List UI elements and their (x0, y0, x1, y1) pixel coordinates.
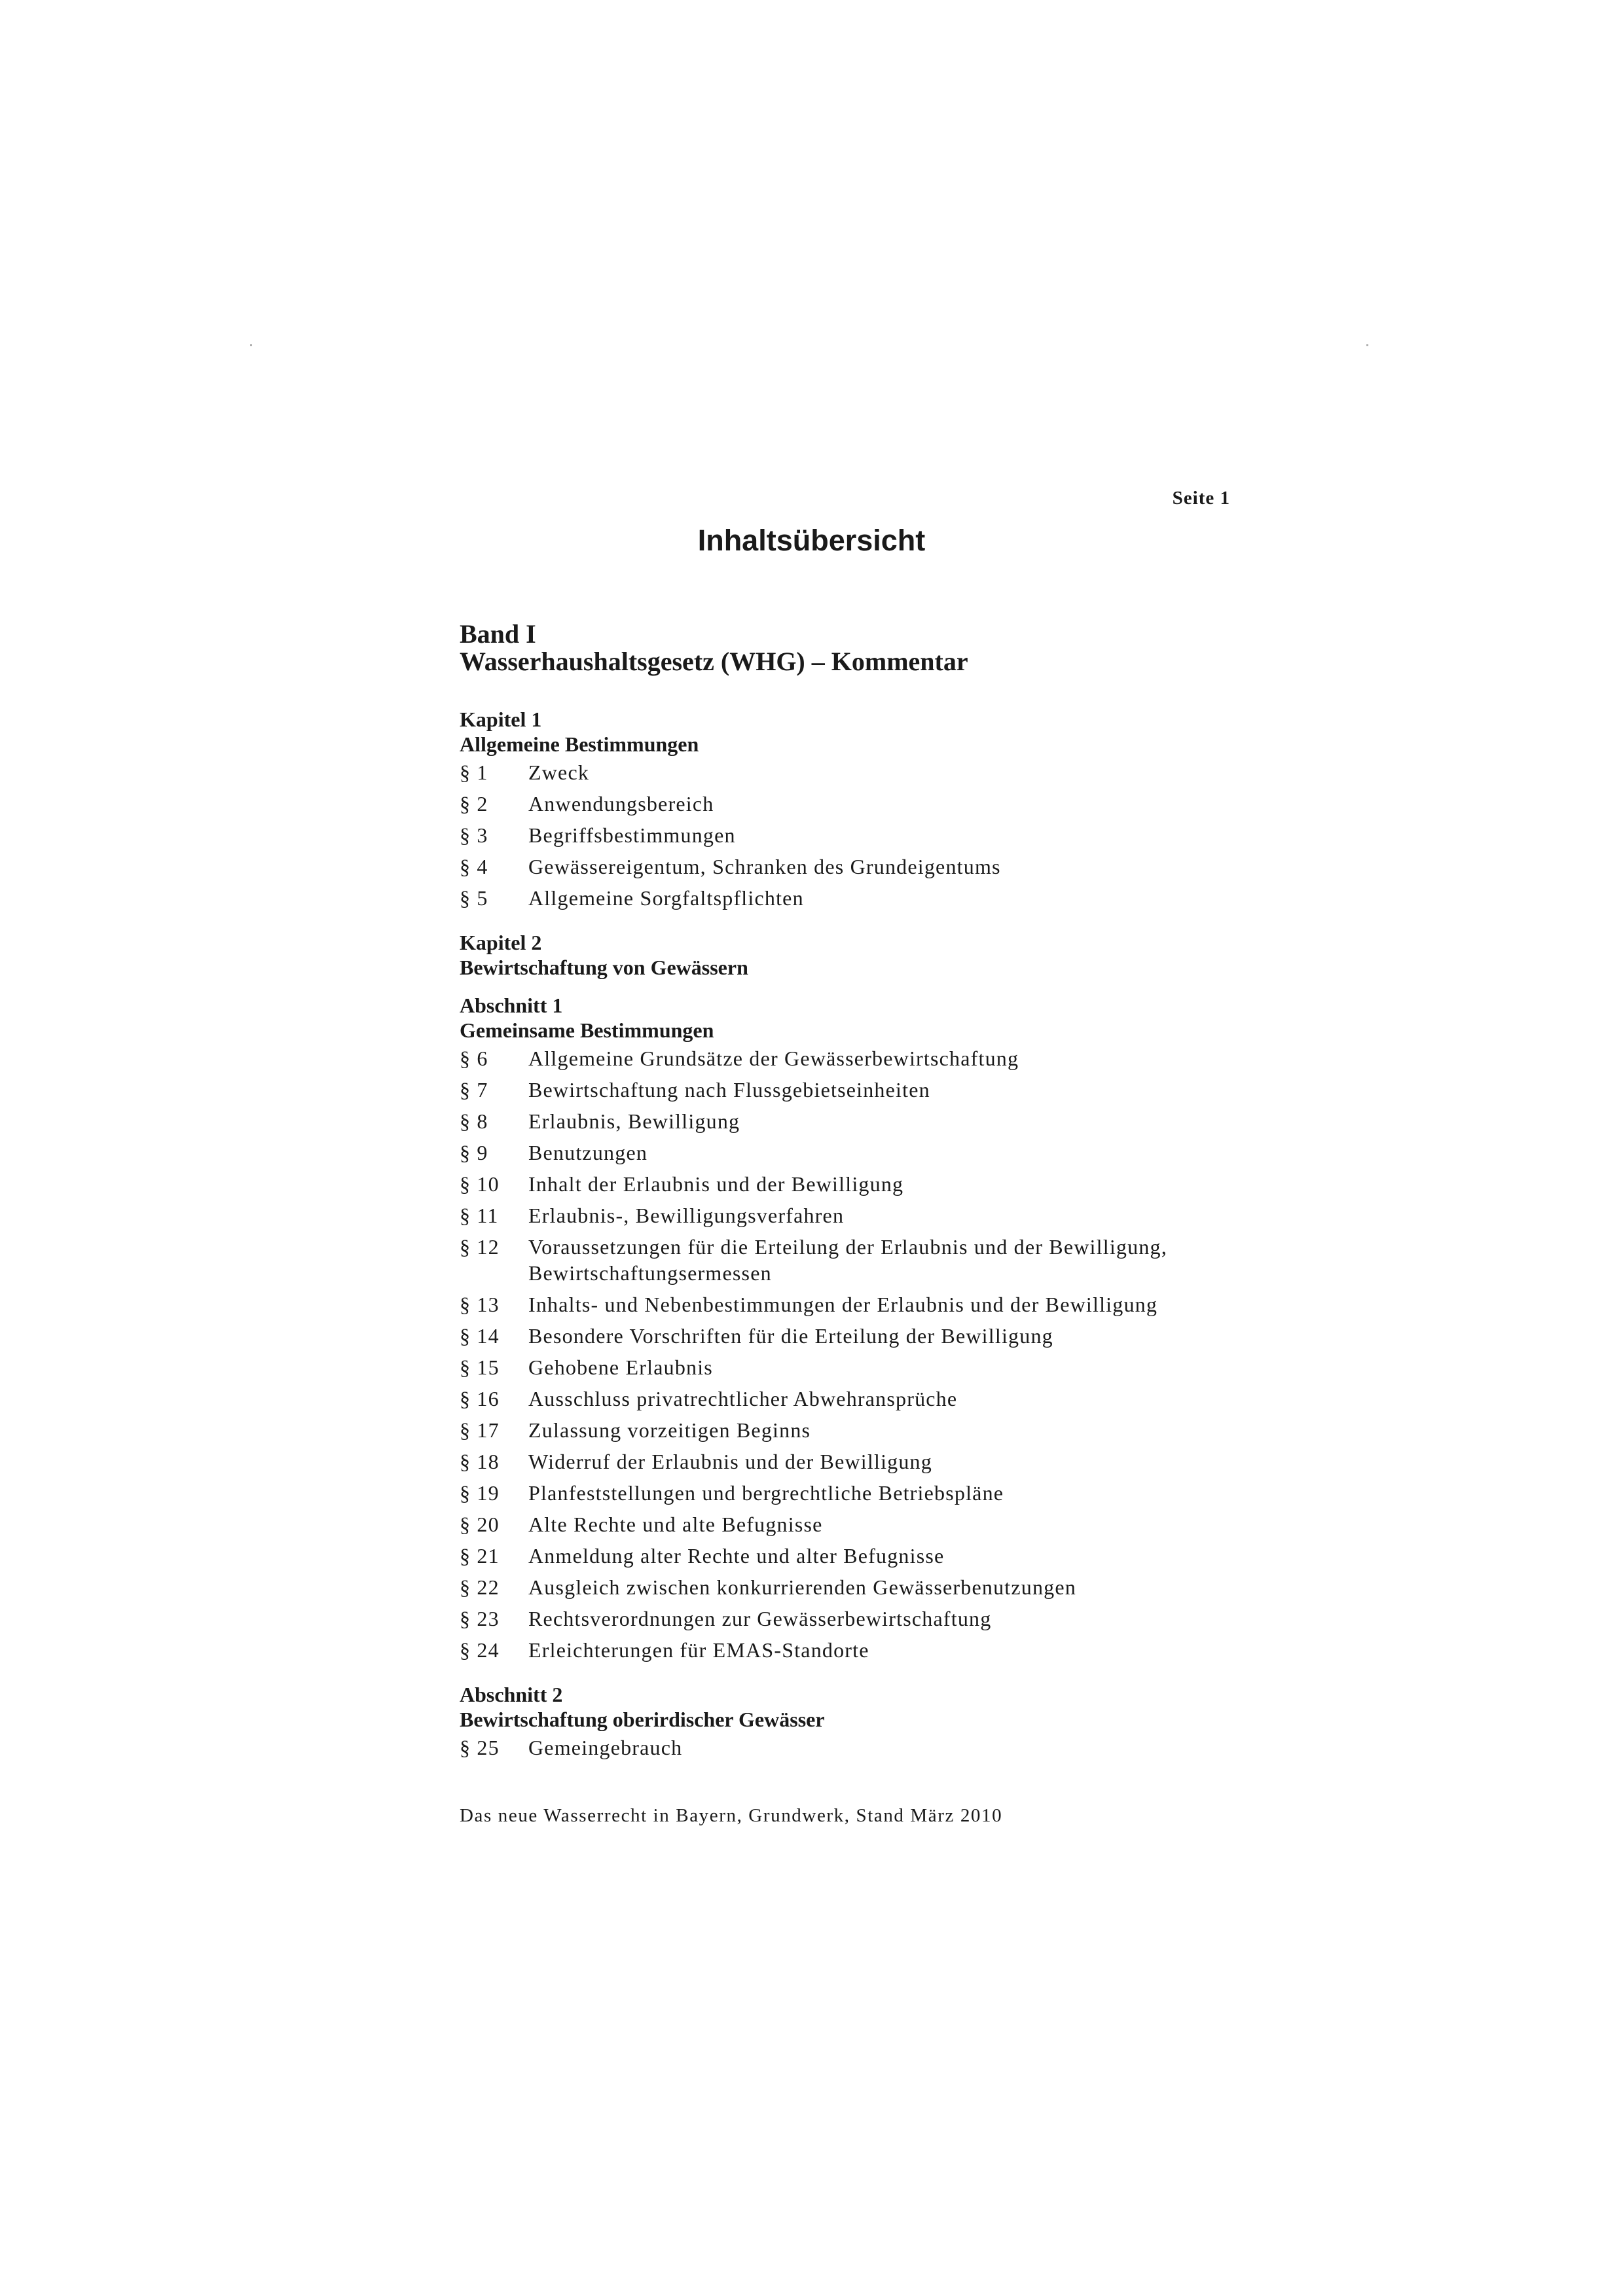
toc-entry[interactable] (460, 853, 1232, 880)
section-title: Besondere Vorschriften für die Erteilung der Bewilligung (528, 1324, 1053, 1348)
chapter-title: Bewirtschaftung von Gewässern (460, 956, 748, 979)
toc-entry[interactable] (460, 1480, 1232, 1506)
section-number: § 11 (460, 1204, 499, 1227)
band-title: Wasserhaushaltsgesetz (WHG) – Kommentar (460, 647, 968, 676)
toc-entry[interactable] (460, 1354, 1232, 1380)
section-number: § 21 (460, 1544, 500, 1568)
toc-entry[interactable] (460, 759, 1232, 785)
section-group-title: Bewirtschaftung oberirdischer Gewässer (460, 1708, 825, 1731)
section-number: § 15 (460, 1355, 500, 1379)
section-title: Inhalts- und Nebenbestimmungen der Erlaubnis und der Bewilligung (528, 1293, 1158, 1316)
section-title: Erlaubnis, Bewilligung (528, 1109, 740, 1133)
toc-entry[interactable] (460, 1202, 1232, 1229)
section-title: Anmeldung alter Rechte und alter Befugnisse (528, 1544, 945, 1568)
section-number: § 8 (460, 1109, 488, 1133)
section-number: § 23 (460, 1607, 500, 1630)
toc-entry[interactable] (460, 1077, 1232, 1103)
section-number: § 13 (460, 1293, 500, 1316)
toc-entry[interactable] (460, 1234, 1232, 1286)
section-number: § 14 (460, 1324, 500, 1348)
section-number: § 24 (460, 1638, 500, 1662)
section-number: § 6 (460, 1047, 488, 1070)
section-number: § 1 (460, 761, 488, 784)
toc-entry[interactable] (460, 885, 1232, 911)
section-number: § 2 (460, 792, 488, 816)
table-of-contents (460, 620, 1232, 1766)
section-title: Gemeingebrauch (528, 1736, 683, 1759)
section-number: § 18 (460, 1450, 500, 1473)
page-title: Inhaltsübersicht (697, 524, 926, 557)
section-title: Bewirtschaftung nach Flussgebietseinheiten (528, 1078, 930, 1102)
toc-entry[interactable] (460, 1417, 1232, 1443)
toc-entry[interactable] (460, 1574, 1232, 1600)
section-number: § 5 (460, 886, 488, 910)
section-number: § 9 (460, 1141, 488, 1164)
toc-entry[interactable] (460, 1323, 1232, 1349)
section-group-number: Abschnitt 2 (460, 1683, 563, 1706)
section-title: Anwendungsbereich (528, 792, 714, 816)
section-title: Gehobene Erlaubnis (528, 1355, 713, 1379)
section-number: § 4 (460, 855, 488, 878)
section-title: Planfeststellungen und bergrechtliche Betriebspläne (528, 1481, 1004, 1505)
section-title: Ausschluss privatrechtlicher Abwehransprüche (528, 1387, 958, 1410)
section-number: § 10 (460, 1172, 500, 1196)
chapter-title: Allgemeine Bestimmungen (460, 732, 699, 756)
toc-entry[interactable] (460, 791, 1232, 817)
section-number: § 19 (460, 1481, 500, 1505)
toc-entry[interactable] (460, 1543, 1232, 1569)
section-title: Gewässereigentum, Schranken des Grundeigentums (528, 855, 1001, 878)
section-title: Allgemeine Sorgfaltspflichten (528, 886, 804, 910)
section-title: Alte Rechte und alte Befugnisse (528, 1513, 823, 1536)
toc-entry[interactable] (460, 1637, 1232, 1663)
band-number: Band I (460, 619, 536, 649)
section-group-number: Abschnitt 1 (460, 994, 563, 1017)
toc-entry[interactable] (460, 1171, 1232, 1197)
toc-entry[interactable] (460, 1108, 1232, 1134)
section-title: Zulassung vorzeitigen Beginns (528, 1418, 811, 1442)
page-number: Seite 1 (1172, 488, 1230, 509)
toc-entry[interactable] (460, 1605, 1232, 1632)
section-title: Erlaubnis-, Bewilligungsverfahren (528, 1204, 845, 1227)
section-title: Allgemeine Grundsätze der Gewässerbewirtschaftung (528, 1047, 1019, 1070)
section-number: § 17 (460, 1418, 500, 1442)
toc-entry[interactable] (460, 1511, 1232, 1537)
section-title: Inhalt der Erlaubnis und der Bewilligung (528, 1172, 904, 1196)
section-title: Benutzungen (528, 1141, 648, 1164)
toc-entry[interactable] (460, 1448, 1232, 1475)
section-title: Widerruf der Erlaubnis und der Bewilligung (528, 1450, 932, 1473)
section-number: § 3 (460, 823, 488, 847)
section-group-title: Gemeinsame Bestimmungen (460, 1018, 714, 1042)
section-number: § 12 (460, 1235, 500, 1259)
chapter-number: Kapitel 1 (460, 708, 542, 731)
section-number: § 25 (460, 1736, 500, 1759)
section-number: § 16 (460, 1387, 500, 1410)
crop-mark-left (250, 344, 252, 346)
crop-mark-right (1366, 344, 1368, 346)
toc-entry[interactable] (460, 1291, 1232, 1318)
footer-note: Das neue Wasserrecht in Bayern, Grundwerk, Stand März 2010 (460, 1805, 1003, 1826)
section-title: Voraussetzungen für die Erteilung der Erlaubnis und der Bewilligung, Bewirtschaftungsermessen (528, 1235, 1167, 1285)
section-title: Zweck (528, 761, 590, 784)
toc-entry[interactable] (460, 1386, 1232, 1412)
section-title: Rechtsverordnungen zur Gewässerbewirtschaftung (528, 1607, 992, 1630)
toc-entry[interactable] (460, 822, 1232, 848)
section-title: Begriffsbestimmungen (528, 823, 736, 847)
section-title: Ausgleich zwischen konkurrierenden Gewässerbenutzungen (528, 1575, 1076, 1599)
chapter-number: Kapitel 2 (460, 931, 542, 954)
toc-entry[interactable] (460, 1734, 1232, 1761)
section-number: § 20 (460, 1513, 500, 1536)
section-title: Erleichterungen für EMAS-Standorte (528, 1638, 869, 1662)
section-number: § 22 (460, 1575, 500, 1599)
toc-entry[interactable] (460, 1139, 1232, 1166)
section-number: § 7 (460, 1078, 488, 1102)
toc-entry[interactable] (460, 1045, 1232, 1071)
